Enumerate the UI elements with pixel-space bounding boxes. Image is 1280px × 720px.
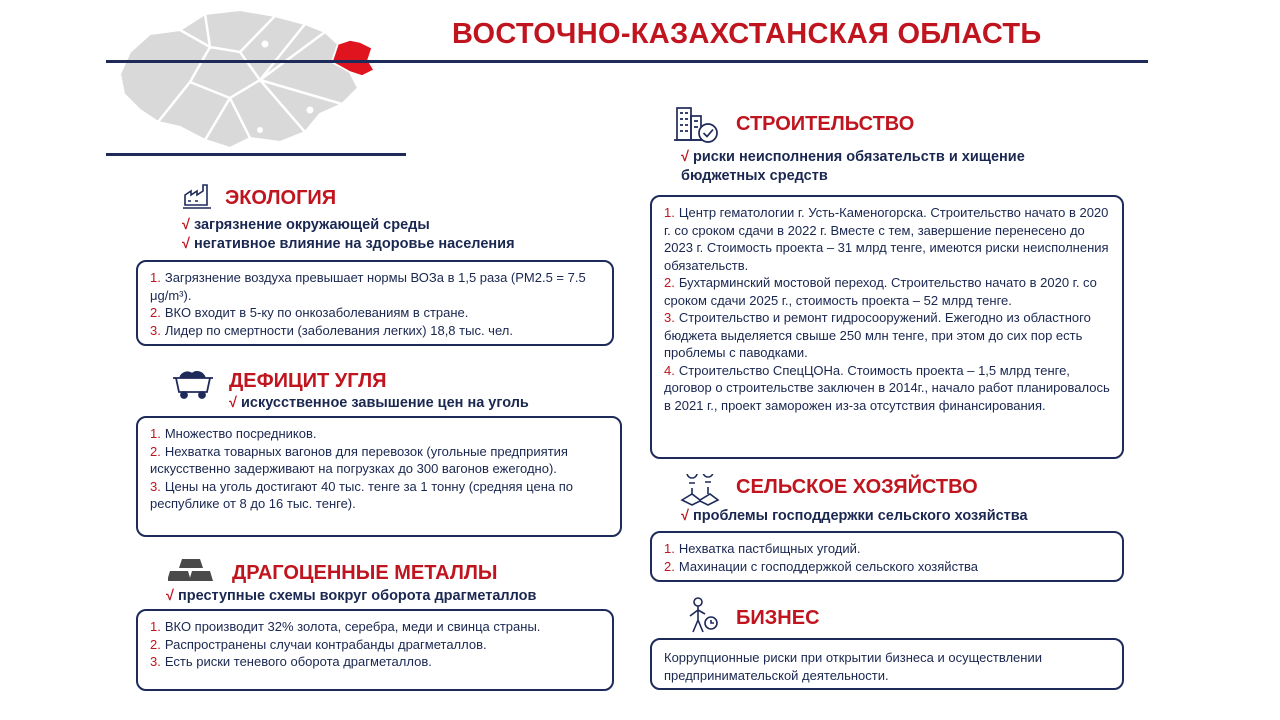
- agriculture-box: [650, 531, 1124, 582]
- list-item: 1. Центр гематологии г. Усть-Каменогорска. Строительство начато в 2020 г. со сроком сдачи в 2022 г. Вместе с тем, завершение перенесено до 2023 г. Стоимость проекта – 31 млрд тенге, имеются риски неисполнения обязательств.: [664, 205, 1109, 273]
- list-item: 2. Бухтарминский мостовой переход. Строительство начато в 2020 г. со сроком сдачи 2025 г., стоимость проекта – 52 млрд тенге.: [664, 275, 1097, 308]
- construction-box: [650, 195, 1124, 459]
- list-item: 1. Множество посредников.: [150, 426, 317, 441]
- coal-box: [136, 416, 622, 537]
- map-divider: [106, 153, 406, 156]
- business-person-icon: [684, 596, 720, 634]
- list-item: 3. Строительство и ремонт гидросооружений. Ежегодно из областного бюджета выделяется свыше 250 млн тенге, при этом до сих пор есть проблемы с паводками.: [664, 310, 1091, 360]
- list-item: 3. Цены на уголь достигают 40 тыс. тенге за 1 тонну (средняя цена по республике от 8 до 16 тыс. тенге).: [150, 478, 574, 511]
- agriculture-title: СЕЛЬСКОЕ ХОЗЯЙСТВО: [736, 476, 978, 498]
- construction-bullet: √ риски неисполнения обязательств и хищение бюджетных средств: [681, 149, 1025, 184]
- list-item: 2. Распространены случаи контрабанды драгметаллов.: [150, 636, 487, 652]
- construction-title: СТРОИТЕЛЬСТВО: [736, 113, 915, 135]
- list-item: 2. Нехватка товарных вагонов для перевозок (угольные предприятия искусственно задерживают на погрузках до 300 вагонов ежегодно).: [150, 443, 568, 476]
- factory-icon: [182, 181, 212, 211]
- agriculture-bullet: √ проблемы господдержки сельского хозяйства: [681, 508, 1028, 524]
- list-item: 1. ВКО производит 32% золота, серебра, меди и свинца страны.: [150, 619, 541, 634]
- check-mark: √: [182, 217, 190, 233]
- coal-cart-icon: [172, 366, 214, 400]
- ecology-bullet: √ негативное влияние на здоровье населения: [182, 236, 515, 252]
- title-divider: [106, 60, 1148, 63]
- check-mark: √: [681, 508, 689, 524]
- metals-bullet: √ преступные схемы вокруг оборота драгметаллов: [166, 588, 537, 604]
- list-item: 2. ВКО входит в 5-ку по онкозаболеваниям в стране.: [150, 305, 469, 320]
- farm-map-icon: [680, 474, 720, 506]
- ecology-bullet: √ загрязнение окружающей среды: [182, 217, 430, 233]
- building-check-icon: [674, 104, 720, 144]
- list-item: 3. Есть риски теневого оборота драгметаллов.: [150, 654, 432, 669]
- coal-title: ДЕФИЦИТ УГЛЯ: [229, 370, 387, 392]
- kazakhstan-map: [110, 2, 385, 152]
- check-mark: √: [166, 588, 174, 604]
- gold-bars-icon: [168, 557, 214, 583]
- ecology-title: ЭКОЛОГИЯ: [225, 187, 337, 209]
- business-text: Коррупционные риски при открытии бизнеса и осуществлении предпринимательской деятельности.: [664, 650, 1042, 683]
- check-mark: √: [681, 149, 689, 165]
- list-item: 1. Нехватка пастбищных угодий.: [664, 541, 861, 556]
- list-item: 4. Строительство СпецЦОНа. Стоимость проекта – 1,5 млрд тенге, договор о строительстве заключен в 2014г., начало работ планировалось в 2021 г., проект заморожен из-за отсутствия финансирования.: [664, 362, 1110, 413]
- ecology-box: [136, 260, 614, 346]
- list-item: 3. Лидер по смертности (заболевания легких) 18,8 тыс. чел.: [150, 322, 513, 338]
- list-item: 1. Загрязнение воздуха превышает нормы ВОЗа в 1,5 раза (PM2.5 = 7.5 μg/m³).: [150, 270, 586, 303]
- metals-box: [136, 609, 614, 691]
- page-title: ВОСТОЧНО-КАЗАХСТАНСКАЯ ОБЛАСТЬ: [452, 18, 1042, 50]
- coal-bullet: √ искусственное завышение цен на уголь: [229, 395, 529, 411]
- business-title: БИЗНЕС: [736, 607, 820, 629]
- check-mark: √: [182, 236, 190, 252]
- metals-title: ДРАГОЦЕННЫЕ МЕТАЛЛЫ: [232, 562, 498, 584]
- business-box: [650, 638, 1124, 690]
- list-item: 2. Махинации с господдержкой сельского хозяйства: [664, 558, 979, 574]
- check-mark: √: [229, 395, 237, 411]
